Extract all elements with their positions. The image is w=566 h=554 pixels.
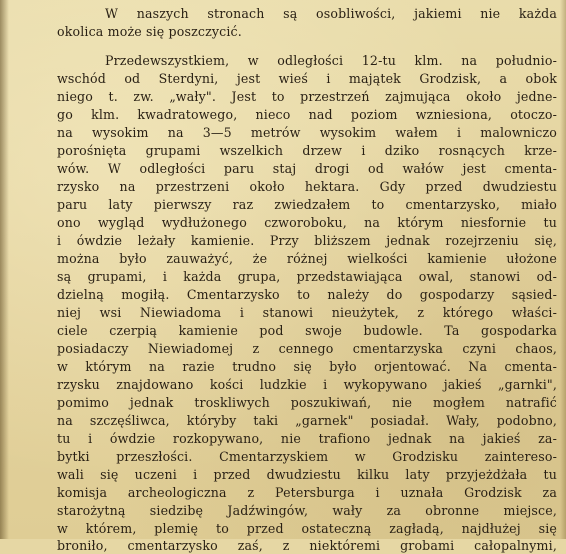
- text-line: broniło, cmentarzysko zaś, z niektóremi grobami całopalnymi,: [57, 538, 557, 553]
- text-line: ciele czerpią kamienie pod swoje budowle. Ta gospodarka: [57, 323, 557, 338]
- text-line: komisja archeologiczna z Petersburga i uznała Grodzisk za: [57, 485, 557, 500]
- text-line: rzysku znajdowano kości ludzkie i wykopywano jakieś „garnki",: [57, 377, 557, 392]
- text-line: posiadaczy Niewiadomej z cennego cmentarzyska czyni chaos,: [57, 341, 557, 356]
- text-line: w którem, plemię to przed ostateczną zagładą, najdłużej się: [57, 521, 557, 536]
- text-line: dzielną mogiłą. Cmentarzysko to należy do gospodarzy sąsied-: [57, 287, 557, 302]
- text-line: bytki przeszłości. Cmentarzyskiem w Grodzisku zaintereso-: [57, 449, 557, 464]
- text-line: można było zauważyć, że różnej wielkości kamienie ułożone: [57, 251, 557, 266]
- text-line: tu i ówdzie rozkopywano, nie trafiono jednak na jakieś za-: [57, 431, 557, 446]
- text-line: na szczęśliwca, któryby taki „garnek" posiadał. Wały, podobno,: [57, 413, 557, 428]
- text-line: i ówdzie leżały kamienie. Przy bliższem jednak rozejrzeniu się,: [57, 233, 557, 248]
- text-line: paru laty pierwszy raz zwiedzałem to cmentarzysko, miało: [57, 197, 557, 212]
- text-line: starożytną siedzibę Jadźwingów, wały za obronne miejsce,: [57, 503, 557, 518]
- text-line: niego t. zw. „wały". Jest to przestrzeń zajmująca około jedne-: [57, 89, 557, 104]
- text-line: są grupami, i każda grupa, przedstawiająca owal, stanowi od-: [57, 269, 557, 284]
- text-line: niej wsi Niewiadoma i stanowi nieużytek, z którego właści-: [57, 305, 557, 320]
- text-line: na wysokim na 3—5 metrów wysokim wałem i malowniczo: [57, 125, 557, 140]
- text-line: Przedewszystkiem, w odległości 12-tu klm. na południo-: [105, 53, 557, 68]
- text-line: wali się uczeni i przed dwudziestu kilku laty przyjeżdżała tu: [57, 467, 557, 482]
- text-line: go klm. kwadratowego, nieco nad poziom wzniesiona, otoczo-: [57, 107, 557, 122]
- text-line: rzysko na przestrzeni około hektara. Gdy przed dwudziestu: [57, 179, 557, 194]
- text-line: pomimo jednak troskliwych poszukiwań, nie mogłem natrafić: [57, 395, 557, 410]
- text-line: wschód od Sterdyni, jest wieś i majątek Grodzisk, a obok: [57, 71, 557, 86]
- page-edge-shadow: [560, 0, 566, 539]
- text-line: w którym na razie trudno się było orjentować. Na cmenta-: [57, 359, 557, 374]
- page-binding-shadow: [0, 0, 9, 539]
- text-line: wów. W odległości paru staj drogi od wałów jest cmenta-: [57, 161, 557, 176]
- text-line: porośnięta grupami wszelkich drzew i dziko rosnących krze-: [57, 143, 557, 158]
- text-line: okolica może się poszczycić.: [57, 24, 242, 39]
- text-line: ono wygląd wydłużonego czworoboku, na którym niesfornie tu: [57, 215, 557, 230]
- text-line: W naszych stronach są osobliwości, jakiemi nie każda: [105, 6, 557, 21]
